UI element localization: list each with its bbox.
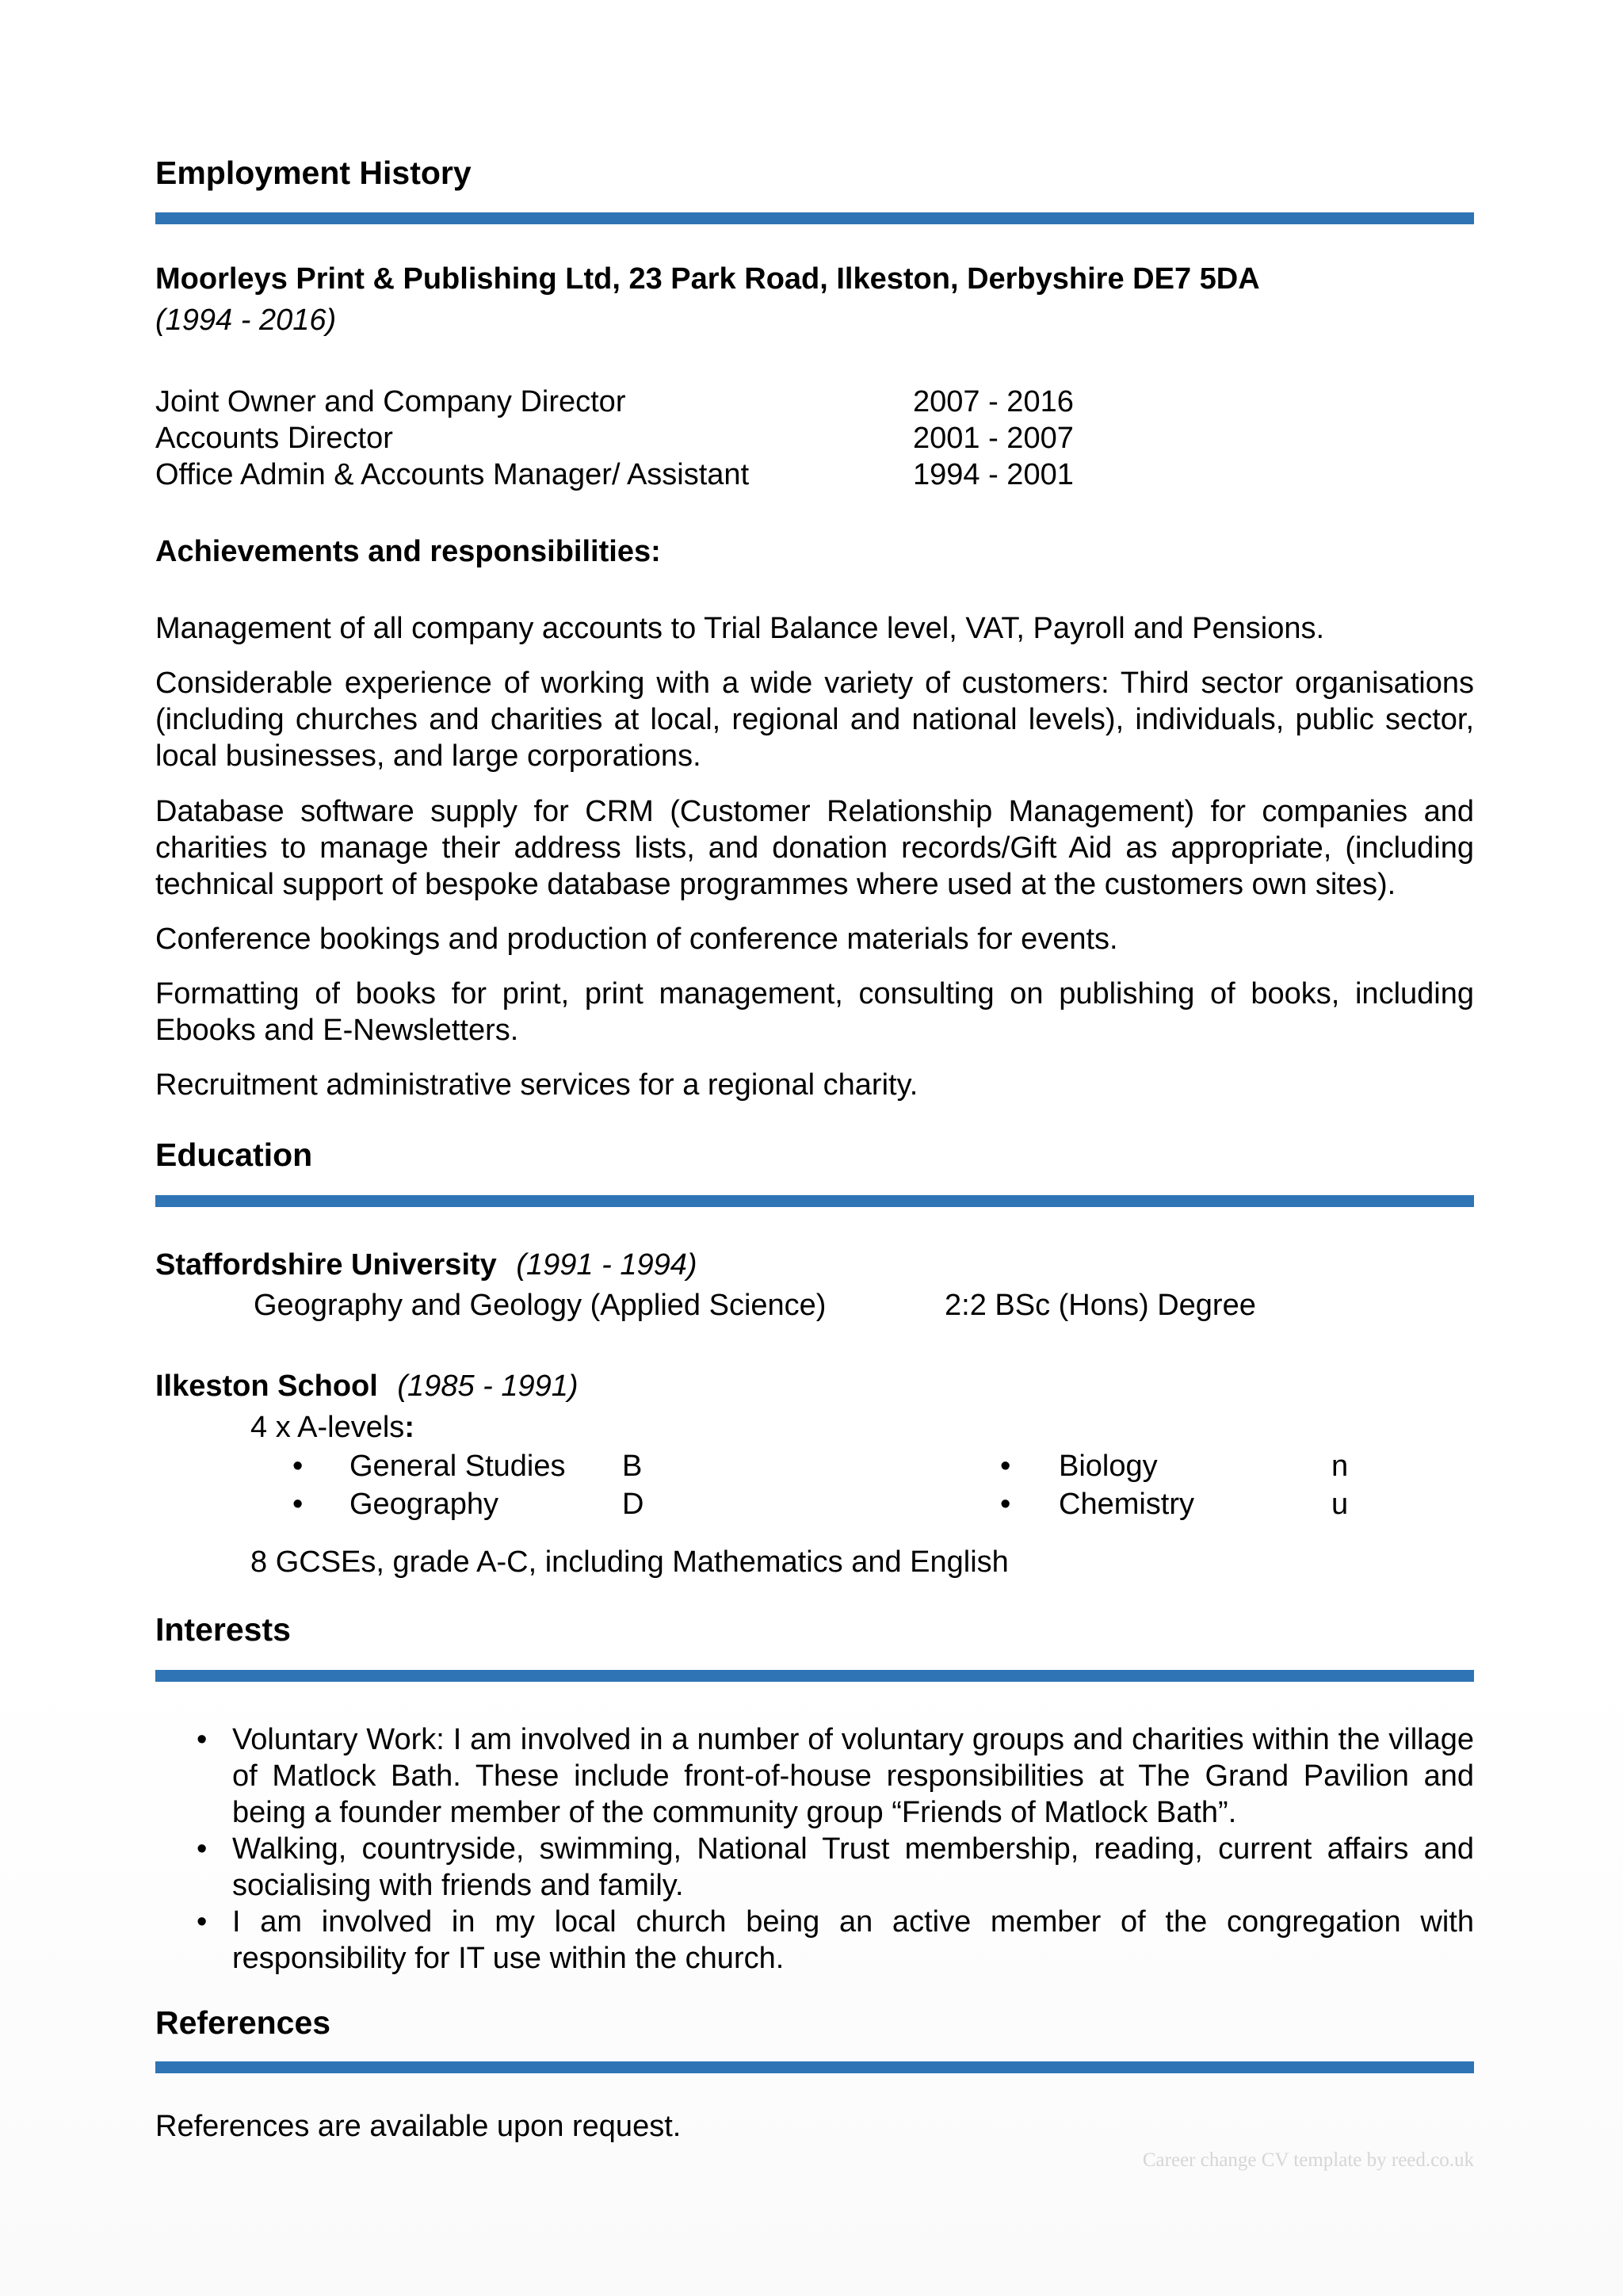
employment-rule <box>155 212 1474 224</box>
university-years: (1991 - 1994) <box>516 1248 697 1282</box>
company-years: (1994 - 2016) <box>155 304 337 337</box>
alevels-label-text: 4 x A-levels <box>250 1411 405 1444</box>
interest-text: I am involved in my local church being an active member of the congregation with responsibility for IT use within the church. <box>232 1905 1474 1975</box>
list-item <box>155 1831 1474 1904</box>
education-heading: Education <box>155 1137 313 1173</box>
references-heading: References <box>155 2004 331 2041</box>
achievement-paragraph: Management of all company accounts to Trial Balance level, VAT, Payroll and Pensions. <box>155 612 1325 645</box>
university-name: Staffordshire University <box>155 1248 497 1282</box>
template-watermark: Career change CV template by reed.co.uk <box>1142 2149 1474 2171</box>
alevel-subject: Geography <box>349 1488 499 1521</box>
employment-heading: Employment History <box>155 155 472 191</box>
achievement-paragraph: Formatting of books for print, print management, consulting on publishing of books, including Ebooks and E-Newsletters. <box>155 977 1474 1047</box>
role-years: 2001 - 2007 <box>913 422 1074 455</box>
bullet-icon: • <box>197 1723 208 1756</box>
bullet-icon: • <box>197 1905 208 1939</box>
gcses-line: 8 GCSEs, grade A-C, including Mathematics and English <box>250 1545 1009 1579</box>
degree-result: 2:2 BSc (Hons) Degree <box>945 1289 1256 1322</box>
alevels-colon: : <box>404 1411 414 1444</box>
school-name: Ilkeston School <box>155 1370 378 1403</box>
school-years: (1985 - 1991) <box>397 1370 579 1403</box>
interest-text: Voluntary Work: I am involved in a number of voluntary groups and charities within the village of Matlock Bath. These include front-of-house responsibilities at The Grand Pavilion and being a founder member of the community group “Friends of Matlock Bath”. <box>232 1723 1474 1829</box>
references-rule <box>155 2061 1474 2073</box>
alevel-subject: Chemistry <box>1059 1488 1195 1521</box>
alevel-grade: B <box>622 1450 643 1483</box>
bullet-icon: • <box>197 1832 208 1866</box>
bullet-icon: • <box>1000 1450 1011 1483</box>
alevel-grade: n <box>1331 1450 1349 1483</box>
school-line <box>155 1368 579 1404</box>
company-name: Moorleys Print & Publishing Ltd, 23 Park Road, Ilkeston, Derbyshire DE7 5DA <box>155 262 1260 296</box>
role-years: 2007 - 2016 <box>913 385 1074 418</box>
course-name: Geography and Geology (Applied Science) <box>254 1289 827 1322</box>
alevel-subject: General Studies <box>349 1450 566 1483</box>
role-title: Accounts Director <box>155 422 393 455</box>
bullet-icon: • <box>292 1488 304 1521</box>
alevel-subject: Biology <box>1059 1450 1158 1483</box>
university-line <box>155 1247 697 1283</box>
alevels-label <box>250 1409 414 1446</box>
bullet-icon: • <box>292 1450 304 1483</box>
interest-text: Walking, countryside, swimming, National Trust membership, reading, current affairs and socialising with friends and family. <box>232 1832 1474 1902</box>
education-rule <box>155 1195 1474 1207</box>
references-text: References are available upon request. <box>155 2110 682 2143</box>
achievement-paragraph: Conference bookings and production of conference materials for events. <box>155 923 1118 956</box>
achievement-paragraph: Recruitment administrative services for a regional charity. <box>155 1068 918 1102</box>
list-item <box>155 1904 1474 1977</box>
achievement-paragraph: Considerable experience of working with a wide variety of customers: Third sector organisations (including churches and charities at local, regional and national levels), individuals, public sector, local businesses, and large corporations. <box>155 667 1474 773</box>
interests-heading: Interests <box>155 1611 291 1648</box>
alevel-grade: D <box>622 1488 644 1521</box>
interests-rule <box>155 1670 1474 1682</box>
alevel-grade: u <box>1331 1488 1349 1521</box>
role-title: Joint Owner and Company Director <box>155 385 626 418</box>
bullet-icon: • <box>1000 1488 1011 1521</box>
achievements-heading: Achievements and responsibilities: <box>155 535 661 568</box>
role-years: 1994 - 2001 <box>913 458 1074 491</box>
role-title: Office Admin & Accounts Manager/ Assistant <box>155 458 750 491</box>
interests-list <box>155 1721 1474 1977</box>
achievement-paragraph: Database software supply for CRM (Customer Relationship Management) for companies and charities to manage their address lists, and donation records/Gift Aid as appropriate, (including technical support of bespoke database programmes where used at the customers own sites). <box>155 795 1474 901</box>
list-item <box>155 1721 1474 1831</box>
